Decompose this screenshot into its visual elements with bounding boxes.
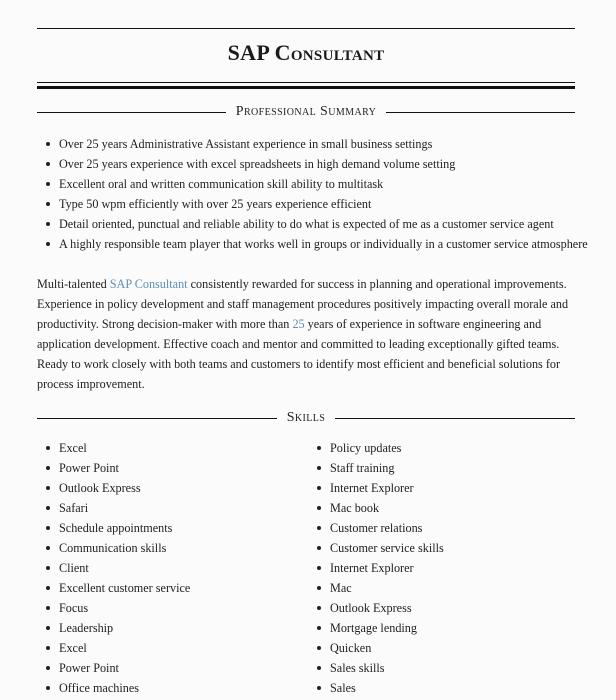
skill-item: Internet Explorer xyxy=(308,478,568,498)
title-divider-thick xyxy=(37,86,575,89)
skill-item: Focus xyxy=(37,598,297,618)
summary-bullet: Type 50 wpm efficiently with over 25 years experience efficient xyxy=(59,194,597,214)
bullet-icon xyxy=(317,506,321,510)
bullet-icon xyxy=(317,686,321,690)
header-line-right xyxy=(386,112,575,113)
skill-item: Sales skills xyxy=(308,658,568,678)
summary-bullet: Excellent oral and written communication skill ability to multitask xyxy=(59,174,597,194)
bullet-icon xyxy=(46,162,50,166)
highlight-years: 25 xyxy=(292,317,305,331)
bullet-icon xyxy=(317,466,321,470)
bullet-icon xyxy=(46,242,50,246)
bullet-icon xyxy=(46,666,50,670)
bullet-icon xyxy=(46,626,50,630)
bullet-icon xyxy=(46,606,50,610)
skill-item: Customer relations xyxy=(308,518,568,538)
skill-item: Quicken xyxy=(308,638,568,658)
skill-item: Client xyxy=(37,558,297,578)
skills-list-right xyxy=(308,438,568,698)
bullet-icon xyxy=(317,626,321,630)
bullet-icon xyxy=(46,546,50,550)
skills-list-left xyxy=(37,438,297,698)
skill-item: Excel xyxy=(37,638,297,658)
skill-item: Safari xyxy=(37,498,297,518)
bullet-icon xyxy=(46,486,50,490)
bullet-icon xyxy=(46,686,50,690)
bullet-icon xyxy=(317,526,321,530)
bullet-icon xyxy=(46,202,50,206)
skill-item: Communication skills xyxy=(37,538,297,558)
skills-section-header xyxy=(37,410,575,426)
skill-item: Leadership xyxy=(37,618,297,638)
summary-bullet: Detail oriented, punctual and reliable ability to do what is expected of me as a customer service agent xyxy=(59,214,597,234)
bullet-icon xyxy=(317,606,321,610)
title-divider-thin xyxy=(37,82,575,83)
bullet-icon xyxy=(46,566,50,570)
skill-item: Mortgage lending xyxy=(308,618,568,638)
skill-item: Outlook Express xyxy=(308,598,568,618)
bullet-icon xyxy=(317,646,321,650)
highlight-job-title: SAP Consultant xyxy=(109,277,188,291)
skill-item: Office machines xyxy=(37,678,297,698)
resume-title: SAP Consultant xyxy=(227,40,385,65)
bullet-icon xyxy=(46,182,50,186)
skill-item: Internet Explorer xyxy=(308,558,568,578)
skill-item: Policy updates xyxy=(308,438,568,458)
skill-item: Schedule appointments xyxy=(37,518,297,538)
header-line-left xyxy=(37,418,277,419)
skills-heading: Skills xyxy=(286,410,326,425)
skill-item: Mac book xyxy=(308,498,568,518)
summary-bullet: Over 25 years experience with excel spreadsheets in high demand volume setting xyxy=(59,154,597,174)
skill-item: Sales xyxy=(308,678,568,698)
skill-item: Outlook Express xyxy=(37,478,297,498)
bullet-icon xyxy=(46,646,50,650)
bullet-icon xyxy=(46,142,50,146)
header-line-right xyxy=(335,418,575,419)
skill-item: Mac xyxy=(308,578,568,598)
summary-heading: Professional Summary xyxy=(235,104,377,119)
bullet-icon xyxy=(46,446,50,450)
bullet-icon xyxy=(317,546,321,550)
skill-item: Customer service skills xyxy=(308,538,568,558)
bullet-icon xyxy=(46,586,50,590)
bullet-icon xyxy=(317,486,321,490)
skill-item: Excel xyxy=(37,438,297,458)
bullet-icon xyxy=(317,446,321,450)
bullet-icon xyxy=(317,666,321,670)
header-line-left xyxy=(37,112,226,113)
top-divider xyxy=(37,28,575,29)
bullet-icon xyxy=(46,466,50,470)
bullet-icon xyxy=(46,506,50,510)
summary-paragraph: Multi-talented SAP Consultant consistently rewarded for success in planning and operational improvements. Experience in policy development and staff management procedures positively impacting overall morale and productivity. Strong decision-maker with more than 25 years of experience in software engineering and application development. Effective coach and mentor and committed to leading exceptionally gifted teams. Ready to work closely with both teams and customers to identify most efficient and beneficial solutions for process improvement. xyxy=(37,277,569,391)
bullet-icon xyxy=(46,222,50,226)
skill-item: Power Point xyxy=(37,658,297,678)
summary-bullet-list xyxy=(37,134,597,254)
summary-bullet: A highly responsible team player that works well in groups or individually in a customer service atmosphere xyxy=(59,234,597,254)
bullet-icon xyxy=(317,566,321,570)
skill-item: Excellent customer service xyxy=(37,578,297,598)
skill-item: Staff training xyxy=(308,458,568,478)
bullet-icon xyxy=(46,526,50,530)
skill-item: Power Point xyxy=(37,458,297,478)
summary-section-header xyxy=(37,104,575,120)
bullet-icon xyxy=(317,586,321,590)
summary-bullet: Over 25 years Administrative Assistant experience in small business settings xyxy=(59,134,597,154)
